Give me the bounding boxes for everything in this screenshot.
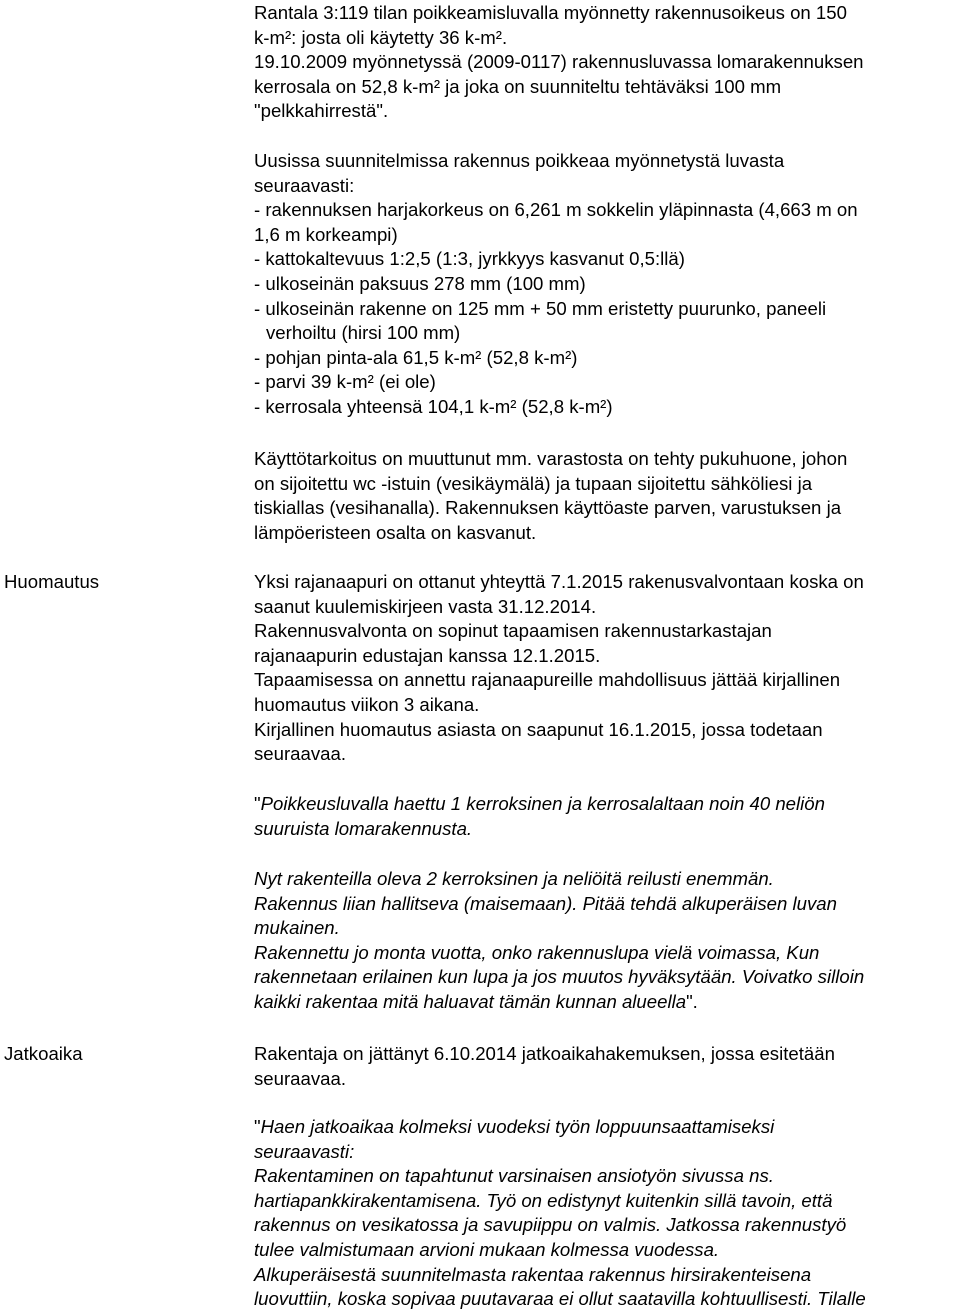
changes-line: - kattokaltevuus 1:2,5 (1:3, jyrkkyys kasvanut 0,5:llä) xyxy=(254,248,685,270)
changes-line: - ulkoseinän rakenne on 125 mm + 50 mm eristetty puurunko, paneeli xyxy=(254,297,827,319)
quote-line xyxy=(254,990,960,1015)
quote-open-mark: " xyxy=(254,793,261,814)
changes-line: - ulkoseinän paksuus 278 mm (100 mm) xyxy=(254,272,586,294)
huomautus-line: Rakennusvalvonta on sopinut tapaamisen rakennustarkastajan xyxy=(254,620,772,642)
huomautus-line: huomautus viikon 3 aikana. xyxy=(254,693,480,715)
intro-paragraph xyxy=(254,1,960,124)
huomautus-quote-block-2 xyxy=(254,867,960,1015)
changes-line: seuraavasti: xyxy=(254,174,355,196)
quote-text: kaikki rakentaa mitä haluavat tämän kunnan alueella xyxy=(254,990,687,1012)
quote-line: rakennus on vesikatossa ja savupiippu on valmis. Jatkossa rakennustyö xyxy=(254,1214,847,1236)
quote-line: Rakennettu jo monta vuotta, onko rakennuslupa vielä voimassa, Kun xyxy=(254,941,820,963)
quote-line: Rakentaminen on tapahtunut varsinaisen ansiotyön sivussa ns. xyxy=(254,1165,774,1187)
intro-line: Rantala 3:119 tilan poikkeamisluvalla myönnetty rakennusoikeus on 150 xyxy=(254,2,847,23)
jatkoaika-line: seuraavaa. xyxy=(254,1067,346,1089)
quote-line: Rakennus liian hallitseva (maisemaan). Pitää tehdä alkuperäisen luvan xyxy=(254,892,837,914)
huomautus-line: saanut kuulemiskirjeen vasta 31.12.2014. xyxy=(254,595,597,617)
huomautus-label: Huomautus xyxy=(4,571,100,592)
changes-line: 1,6 m korkeampi) xyxy=(254,223,398,245)
changes-list xyxy=(254,149,960,420)
jatkoaika-line: Rakentaja on jättänyt 6.10.2014 jatkoaikahakemuksen, jossa esitetään xyxy=(254,1043,835,1064)
quote-close-mark: ". xyxy=(686,990,698,1012)
usage-paragraph xyxy=(254,447,960,545)
changes-line: verhoiltu (hirsi 100 mm) xyxy=(266,322,461,344)
changes-line: - pohjan pinta-ala 61,5 k-m² (52,8 k-m²) xyxy=(254,346,578,368)
quote-line: luovuttiin, koska sopivaa puutavaraa ei ollut saatavilla kohtuullisesti. Tilalle xyxy=(254,1288,866,1310)
quote-line: tulee valmistumaan arvioni mukaan kolmessa vuodessa. xyxy=(254,1238,720,1260)
quote-text: Haen jatkoaikaa kolmeksi vuodeksi työn loppuunsaattamiseksi xyxy=(260,1116,775,1137)
huomautus-line: rajanaapurin edustajan kanssa 12.1.2015. xyxy=(254,644,601,666)
quote-line: seuraavasti: xyxy=(254,1140,355,1162)
quote-line: rakennetaan erilainen kun lupa ja jos muutos hyväksytään. Voivatko silloin xyxy=(254,966,865,988)
changes-line: Uusissa suunnitelmissa rakennus poikkeaa myönnetystä luvasta xyxy=(254,150,785,171)
huomautus-line: seuraavaa. xyxy=(254,743,346,765)
quote-open-mark: " xyxy=(254,1116,261,1137)
huomautus-line: Yksi rajanaapuri on ottanut yhteyttä 7.1.2015 rakenusvalvontaan koska on xyxy=(254,571,864,592)
changes-line: - rakennuksen harjakorkeus on 6,261 m sokkelin yläpinnasta (4,663 m on xyxy=(254,199,858,221)
quote-line: suuruista lomarakennusta. xyxy=(254,817,473,839)
usage-line: on sijoitettu wc -istuin (vesikäymälä) ja tupaan sijoitettu sähköliesi ja xyxy=(254,472,813,494)
jatkoaika-body xyxy=(254,1042,960,1091)
intro-line: "pelkkahirrestä". xyxy=(254,100,389,122)
usage-line: tiskiallas (vesihanalla). Rakennuksen käyttöaste parven, varustuksen ja xyxy=(254,497,842,519)
jatkoaika-label: Jatkoaika xyxy=(4,1043,83,1064)
huomautus-body xyxy=(254,570,960,767)
changes-line: - kerrosala yhteensä 104,1 k-m² (52,8 k-m²) xyxy=(254,395,613,417)
huomautus-quote-block xyxy=(254,792,960,841)
huomautus-line: Kirjallinen huomautus asiasta on saapunut 16.1.2015, jossa todetaan xyxy=(254,718,823,740)
intro-line: kerrosala on 52,8 k-m² ja joka on suunniteltu tehtäväksi 100 mm xyxy=(254,75,782,97)
quote-text: Poikkeusluvalla haettu 1 kerroksinen ja kerrosalaltaan noin 40 neliön xyxy=(260,793,825,814)
intro-line: k-m²: josta oli käytetty 36 k-m². xyxy=(254,26,508,48)
jatkoaika-quote-block xyxy=(254,1115,960,1312)
usage-line: Käyttötarkoitus on muuttunut mm. varastosta on tehty pukuhuone, johon xyxy=(254,448,848,469)
quote-line: Alkuperäisestä suunnitelmasta rakentaa rakennus hirsirakenteisena xyxy=(254,1263,812,1285)
quote-line: mukainen. xyxy=(254,917,340,939)
quote-line xyxy=(254,1115,960,1140)
quote-line: hartiapankkirakentamisena. Työ on edistynyt kuitenkin sillä tavoin, että xyxy=(254,1189,833,1211)
quote-line: Nyt rakenteilla oleva 2 kerroksinen ja neliöitä reilusti enemmän. xyxy=(254,868,774,889)
changes-line: - parvi 39 k-m² (ei ole) xyxy=(254,371,436,393)
quote-line xyxy=(254,792,960,817)
intro-line: 19.10.2009 myönnetyssä (2009-0117) rakennusluvassa lomarakennuksen xyxy=(254,51,864,73)
huomautus-line: Tapaamisessa on annettu rajanaapureille mahdollisuus jättää kirjallinen xyxy=(254,669,841,691)
usage-line: lämpöeristeen osalta on kasvanut. xyxy=(254,521,537,543)
